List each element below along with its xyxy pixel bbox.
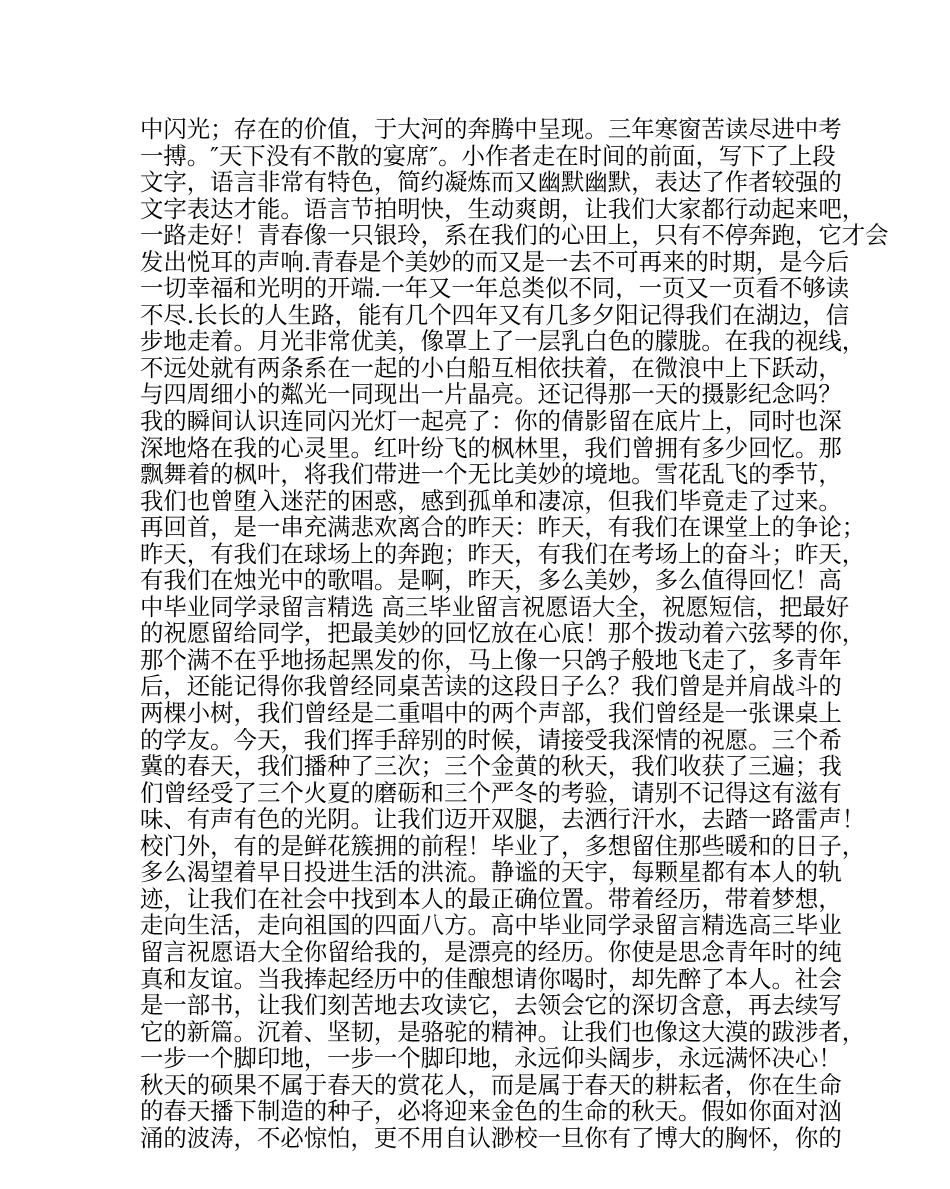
text-line: 两棵小树，我们曾经是二重唱中的两个声部，我们曾经是一张课桌上	[140, 699, 842, 728]
text-line: 中毕业同学录留言精选 高三毕业留言祝愿语大全，祝愿短信，把最好	[140, 592, 850, 621]
text-line: 一步一个脚印地，一步一个脚印地，永远仰头阔步，永远满怀决心！	[140, 1044, 842, 1073]
text-line: 我的瞬间认识连同闪光灯一起亮了：你的倩影留在底片上，同时也深	[140, 407, 842, 436]
text-line: 迹，让我们在社会中找到本人的最正确位置。带着经历，带着梦想，	[140, 884, 842, 913]
text-line: 多么渴望着早日投进生活的洪流。静谧的天宇，每颗星都有本人的轨	[140, 858, 842, 887]
text-line: 与四周细小的粼光一同现出一片晶亮。还记得那一天的摄影纪念吗？	[140, 380, 842, 409]
text-line: 文字表达才能。语言节拍明快，生动爽朗，让我们大家都行动起来吧，	[140, 194, 866, 223]
text-line: 的祝愿留给同学，把最美妙的回忆放在心底！那个拨动着六弦琴的你，	[140, 619, 866, 648]
text-line: 一切幸福和光明的开端.一年又一年总类似不同，一页又一页看不够读	[140, 274, 850, 303]
text-line: 深地烙在我的心灵里。红叶纷飞的枫林里，我们曾拥有多少回忆。那	[140, 433, 842, 462]
text-line: 那个满不在乎地扬起黑发的你，马上像一只鸽子般地飞走了，多青年	[140, 645, 842, 674]
text-line: 它的新篇。沉着、坚韧，是骆驼的精神。让我们也像这大漠的跋涉者，	[140, 1017, 866, 1046]
text-line: 不远处就有两条系在一起的小白船互相依扶着，在微浪中上下跃动，	[140, 353, 842, 382]
text-line: 我们也曾堕入迷茫的困惑，感到孤单和凄凉，但我们毕竟走了过来。	[140, 486, 842, 515]
text-line: 的学友。今天，我们挥手辞别的时候，请接受我深情的祝愿。三个希	[140, 725, 842, 754]
text-line: 真和友谊。当我捧起经历中的佳酿想请你喝时，却先醉了本人。社会	[140, 964, 842, 993]
text-line: 不尽.长长的人生路，能有几个四年又有几多夕阳记得我们在湖边，信	[140, 300, 850, 329]
text-line: 发出悦耳的声响.青春是个美妙的而又是一去不可再来的时期，是今后	[140, 247, 850, 276]
text-line: 是一部书，让我们刻苦地去攻读它，去领会它的深切含意，再去续写	[140, 991, 842, 1020]
text-line: 有我们在烛光中的歌唱。是啊，昨天，多么美妙，多么值得回忆！高	[140, 566, 842, 595]
text-line: 一路走好！青春像一只银玲，系在我们的心田上，只有不停奔跑，它才会	[140, 221, 889, 250]
text-line: 留言祝愿语大全你留给我的，是漂亮的经历。你使是思念青年时的纯	[140, 937, 842, 966]
text-line: 中闪光；存在的价值，于大河的奔腾中呈现。三年寒窗苦读尽进中考	[140, 115, 842, 143]
text-line: 走向生活，走向祖国的四面八方。高中毕业同学录留言精选高三毕业	[140, 911, 842, 940]
text-line: 后，还能记得你我曾经同桌苦读的这段日子么？我们曾是并肩战斗的	[140, 672, 842, 701]
text-line: 冀的春天，我们播种了三次；三个金黄的秋天，我们收获了三遍；我	[140, 752, 842, 781]
document-body	[140, 115, 889, 1152]
text-line: 涌的波涛，不必惊怕，更不用自认渺校一旦你有了博大的胸怀，你的	[140, 1123, 842, 1152]
text-line: 味、有声有色的光阴。让我们迈开双腿，去洒行汗水，去踏一路雷声！	[140, 805, 866, 834]
text-line: 秋天的硕果不属于春天的赏花人，而是属于春天的耕耘者，你在生命	[140, 1070, 842, 1099]
text-line: 步地走着。月光非常优美，像罩上了一层乳白色的朦胧。在我的视线，	[140, 327, 866, 356]
text-line: 们曾经受了三个火夏的磨砺和三个严冬的考验，请别不记得这有滋有	[140, 778, 842, 807]
text-line: 的春天播下制造的种子，必将迎来金色的生命的秋天。假如你面对汹	[140, 1097, 842, 1126]
text-line: 校门外，有的是鲜花簇拥的前程！毕业了，多想留住那些暖和的日子，	[140, 831, 866, 860]
text-line: 一搏。″天下没有不散的宴席″。小作者走在时间的前面，写下了上段	[140, 141, 836, 170]
text-line: 飘舞着的枫叶，将我们带进一个无比美妙的境地。雪花乱飞的季节，	[140, 460, 842, 489]
text-line: 昨天，有我们在球场上的奔跑；昨天，有我们在考场上的奋斗；昨天，	[140, 539, 866, 568]
text-line: 文字，语言非常有特色，简约凝炼而又幽默幽默，表达了作者较强的	[140, 168, 842, 197]
text-line: 再回首，是一串充满悲欢离合的昨天：昨天，有我们在课堂上的争论；	[140, 513, 866, 542]
